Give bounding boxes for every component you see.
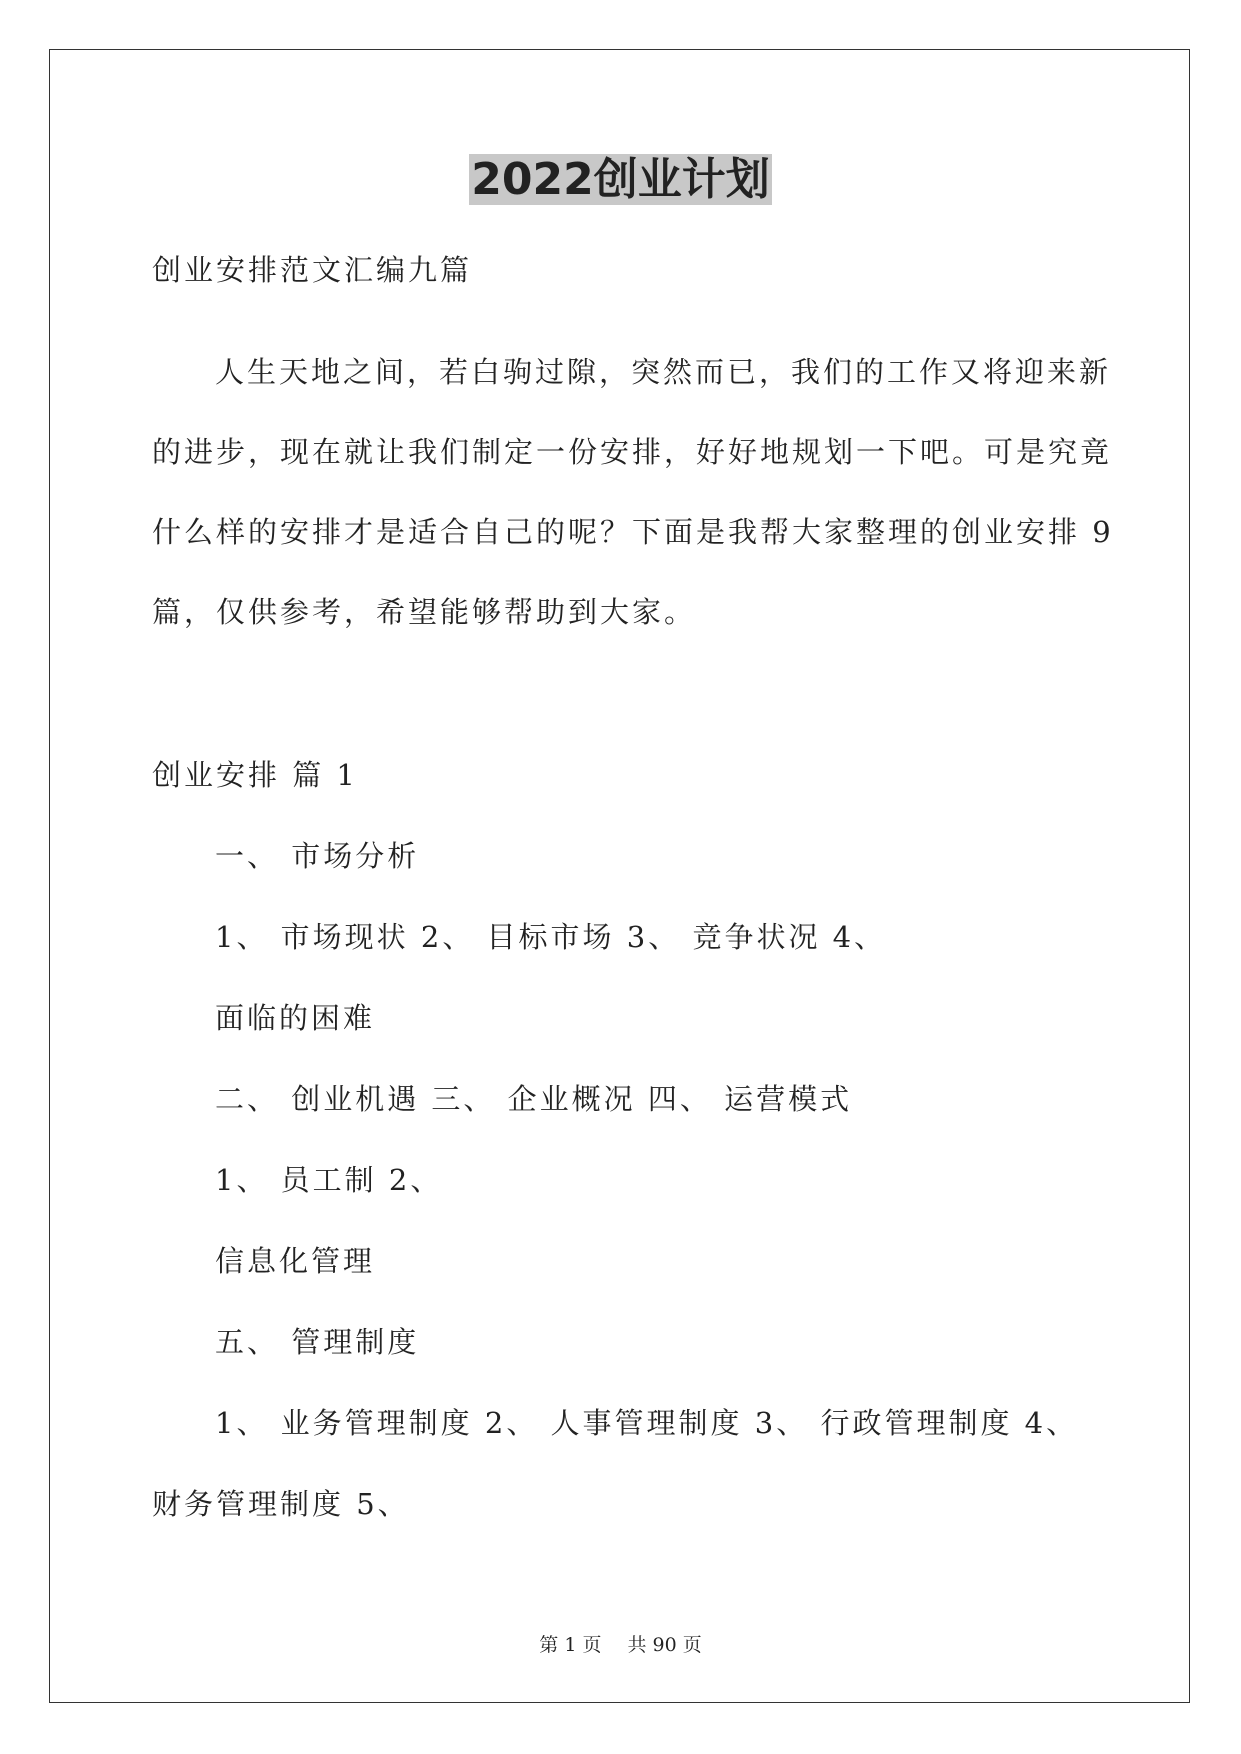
- page-border: [49, 49, 1190, 1703]
- intro-line-2: 的进步，现在就让我们制定一份安排，好好地规划一下吧。可是究竟: [152, 435, 1113, 469]
- document-title: [0, 150, 1241, 210]
- page-footer: [0, 1632, 1241, 1658]
- outline-line-6: 信息化管理: [215, 1244, 376, 1278]
- outline-line-4: 二、 创业机遇 三、 企业概况 四、 运营模式: [215, 1082, 853, 1116]
- outline-line-7: 五、 管理制度: [215, 1325, 420, 1359]
- subtitle: 创业安排范文汇编九篇: [152, 253, 473, 287]
- section-heading: 创业安排 篇 1: [152, 758, 358, 792]
- outline-line-1: 一、 市场分析: [215, 839, 420, 873]
- intro-line-4: 篇，仅供参考，希望能够帮助到大家。: [152, 595, 697, 629]
- total-pages: 共 90 页: [627, 1634, 702, 1656]
- outline-line-2: 1、 市场现状 2、 目标市场 3、 竞争状况 4、: [215, 920, 887, 954]
- outline-line-9: 财务管理制度 5、: [152, 1487, 410, 1521]
- outline-line-8: 1、 业务管理制度 2、 人事管理制度 3、 行政管理制度 4、: [215, 1406, 1079, 1440]
- page-number: 第 1 页: [539, 1634, 602, 1656]
- intro-line-1: 人生天地之间，若白驹过隙，突然而已，我们的工作又将迎来新: [215, 355, 1112, 389]
- intro-line-3: 什么样的安排才是适合自己的呢？下面是我帮大家整理的创业安排 9: [152, 515, 1114, 549]
- outline-line-3: 面临的困难: [215, 1001, 376, 1035]
- title-text: 2022创业计划: [471, 154, 770, 205]
- outline-line-5: 1、 员工制 2、: [215, 1163, 443, 1197]
